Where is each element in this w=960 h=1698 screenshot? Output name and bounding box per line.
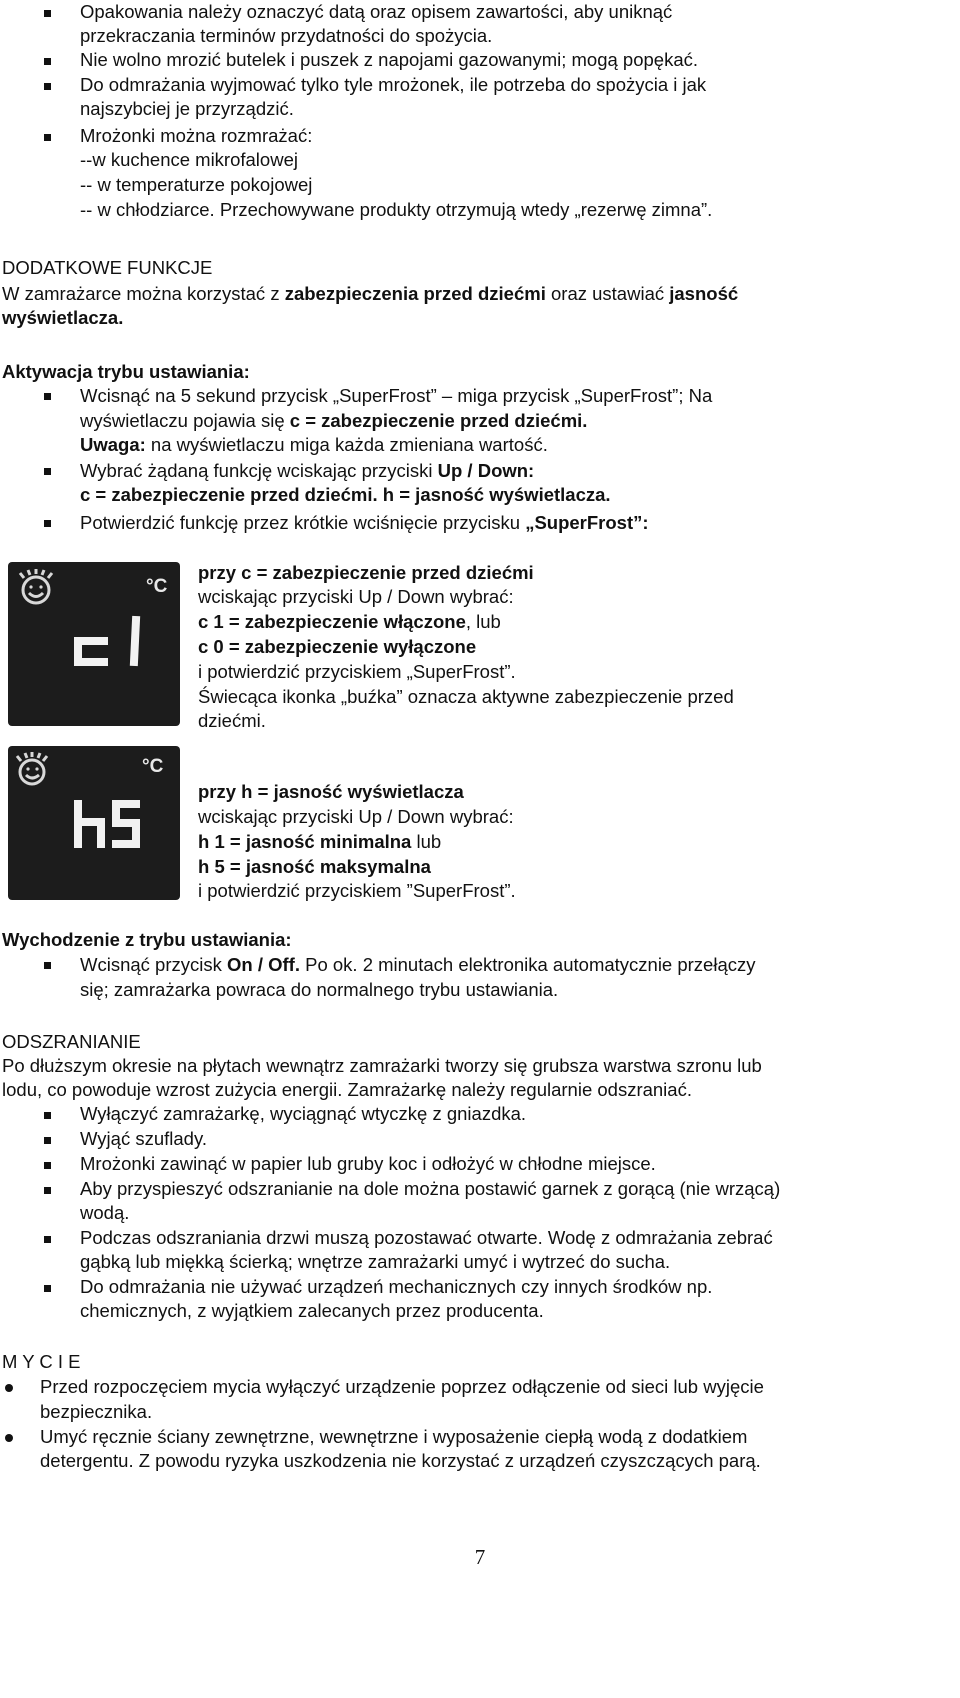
list-item-line: chemicznych, z wyjątkiem zalecanych przez producenta. [80, 1300, 544, 1321]
list-item-line: Do odmrażania wyjmować tylko tyle mrożonek, ile potrzeba do spożycia i jak [80, 74, 707, 95]
paragraph-line: i potwierdzić przyciskiem ”SuperFrost”. [198, 880, 516, 901]
text-span: oraz ustawiać [545, 283, 670, 304]
list-item-line: Przed rozpoczęciem mycia wyłączyć urządzenie poprzez odłączenie od sieci lub wyjęcie [40, 1376, 764, 1397]
list-item-line: -- w chłodziarce. Przechowywane produkty otrzymują wtedy „rezerwę zimna”. [80, 199, 713, 220]
paragraph-line: Po dłuższym okresie na płytach wewnątrz zamrażarki tworzy się grubsza warstwa szronu lub [2, 1055, 762, 1076]
section-heading-additional-functions: DODATKOWE FUNKCJE [2, 257, 213, 278]
display-screen [8, 746, 180, 900]
list-item-line: Podczas odszraniania drzwi muszą pozostawać otwarte. Wodę z odmrażania zebrać [80, 1227, 773, 1248]
bold-text: jasność [669, 283, 739, 304]
bold-text: zabezpieczenia przed dziećmi [284, 283, 546, 304]
text-span: Wcisnąć przycisk [80, 954, 227, 975]
text-span: Potwierdzić funkcję przez krótkie wciśnięcie przycisku [80, 512, 526, 533]
bold-text: h 1 = jasność minimalna [198, 831, 412, 852]
bold-text: wyświetlacza. [2, 307, 124, 328]
paragraph-line [2, 282, 738, 306]
paragraph-line [198, 610, 501, 634]
bullet-square-icon [44, 134, 51, 141]
bullet-square-icon [44, 1187, 51, 1194]
bold-text: przy c = zabezpieczenie przed dziećmi [198, 562, 534, 583]
bold-text: „SuperFrost”: [525, 512, 649, 533]
bold-text: Aktywacja trybu ustawiania: [2, 361, 250, 382]
paragraph-line [198, 855, 431, 879]
bullet-square-icon [44, 83, 51, 90]
list-item-line: --w kuchence mikrofalowej [80, 149, 298, 170]
text-span: Po ok. 2 minutach elektronika automatycznie przełączy [299, 954, 756, 975]
bullet-square-icon [44, 962, 51, 969]
bullet-square-icon [44, 520, 51, 527]
display-panel-brightness [8, 746, 180, 900]
paragraph-line: wciskając przyciski Up / Down wybrać: [198, 586, 514, 607]
list-item-line: gąbką lub miękką ścierką; wnętrze zamrażarki umyć i wytrzeć do sucha. [80, 1251, 671, 1272]
list-item-line: Do odmrażania nie używać urządzeń mechanicznych czy innych środków np. [80, 1276, 713, 1297]
segment-digits [78, 804, 136, 844]
bold-text: On / Off. [227, 954, 300, 975]
text-span: , lub [465, 611, 501, 632]
list-item-line: wodą. [80, 1202, 130, 1223]
paragraph-line [198, 561, 534, 585]
list-item-line [80, 459, 534, 483]
bullet-square-icon [44, 1137, 51, 1144]
bullet-square-icon [44, 393, 51, 400]
paragraph-line: i potwierdzić przyciskiem „SuperFrost”. [198, 661, 516, 682]
bold-text: c 0 = zabezpieczenie wyłączone [198, 636, 477, 657]
page-number: 7 [474, 1545, 486, 1569]
text-span: lub [411, 831, 442, 852]
paragraph-line [198, 635, 476, 659]
smiley-icon [20, 569, 52, 603]
list-item-line: Nie wolno mrozić butelek i puszek z napojami gazowanymi; mogą popękać. [80, 49, 698, 70]
bold-text: h 5 = jasność maksymalna [198, 856, 431, 877]
paragraph-line [2, 306, 123, 330]
section-heading-activation [2, 360, 250, 384]
bullet-dot-icon [5, 1434, 13, 1442]
bold-text: c = zabezpieczenie przed dziećmi. h = jasność wyświetlacza. [80, 484, 611, 505]
bullet-dot-icon [5, 1384, 13, 1392]
list-item-line: najszybciej je przyrządzić. [80, 98, 294, 119]
section-heading-cleaning: M Y C I E [2, 1351, 81, 1372]
bullet-square-icon [44, 10, 51, 17]
smiley-icon [17, 752, 47, 784]
list-item-line [80, 953, 756, 977]
bullet-square-icon [44, 1236, 51, 1243]
unit-label: °C [142, 756, 164, 777]
list-item-line: Umyć ręcznie ściany zewnętrzne, wewnętrzne i wyposażenie ciepłą wodą z dodatkiem [40, 1426, 748, 1447]
text-span: Wybrać żądaną funkcję wciskając przyciski [80, 460, 438, 481]
unit-label: °C [146, 576, 168, 597]
list-item-line [80, 483, 611, 507]
list-item-line: przekraczania terminów przydatności do spożycia. [80, 25, 493, 46]
bullet-square-icon [44, 58, 51, 65]
list-item-line: Wcisnąć na 5 sekund przycisk „SuperFrost” – miga przycisk „SuperFrost”; Na [80, 385, 713, 406]
paragraph-line: Świecąca ikonka „buźka” oznacza aktywne zabezpieczenie przed [198, 686, 734, 707]
text-span: na wyświetlaczu miga każda zmieniana wartość. [145, 434, 548, 455]
bold-text: Uwaga: [80, 434, 146, 455]
bold-text: przy h = jasność wyświetlacza [198, 781, 464, 802]
list-item-line: się; zamrażarka powraca do normalnego trybu ustawiania. [80, 979, 559, 1000]
paragraph-line [198, 830, 441, 854]
list-item-line [80, 511, 649, 535]
list-item-line: Wyłączyć zamrażarkę, wyciągnąć wtyczkę z gniazdka. [80, 1103, 527, 1124]
list-item-line [80, 409, 587, 433]
display-screen [8, 562, 180, 726]
list-item-line: -- w temperaturze pokojowej [80, 174, 313, 195]
list-item-line: Aby przyspieszyć odszranianie na dole można postawić garnek z gorącą (nie wrzącą) [80, 1178, 781, 1199]
bullet-square-icon [44, 468, 51, 475]
list-item-line: Mrożonki zawinąć w papier lub gruby koc i odłożyć w chłodne miejsce. [80, 1153, 656, 1174]
paragraph-line [198, 780, 464, 804]
list-item-line [80, 433, 548, 457]
text-span: wyświetlaczu pojawia się [80, 410, 290, 431]
paragraph-line: dziećmi. [198, 710, 266, 731]
paragraph-line: wciskając przyciski Up / Down wybrać: [198, 806, 514, 827]
list-item-line: bezpiecznika. [40, 1401, 153, 1422]
bold-text: c = zabezpieczenie przed dziećmi. [289, 410, 588, 431]
section-heading-exit [2, 928, 292, 952]
display-panel-child-lock [8, 562, 180, 726]
list-item-line: Mrożonki można rozmrażać: [80, 125, 313, 146]
list-item-line: Wyjąć szuflady. [80, 1128, 207, 1149]
list-item-line: Opakowania należy oznaczyć datą oraz opisem zawartości, aby uniknąć [80, 1, 673, 22]
bold-text: Up / Down: [437, 460, 535, 481]
bullet-square-icon [44, 1162, 51, 1169]
section-heading-defrosting: ODSZRANIANIE [2, 1031, 141, 1052]
bullet-square-icon [44, 1112, 51, 1119]
paragraph-line: lodu, co powoduje wzrost zużycia energii. Zamrażarkę należy regularnie odszraniać. [2, 1079, 692, 1100]
segment-digits [78, 620, 136, 662]
bold-text: Wychodzenie z trybu ustawiania: [2, 929, 292, 950]
list-item-line: detergentu. Z powodu ryzyka uszkodzenia nie korzystać z urządzeń czyszczących parą. [40, 1450, 761, 1471]
bold-text: c 1 = zabezpieczenie włączone [198, 611, 466, 632]
bullet-square-icon [44, 1285, 51, 1292]
text-span: W zamrażarce można korzystać z [2, 283, 285, 304]
